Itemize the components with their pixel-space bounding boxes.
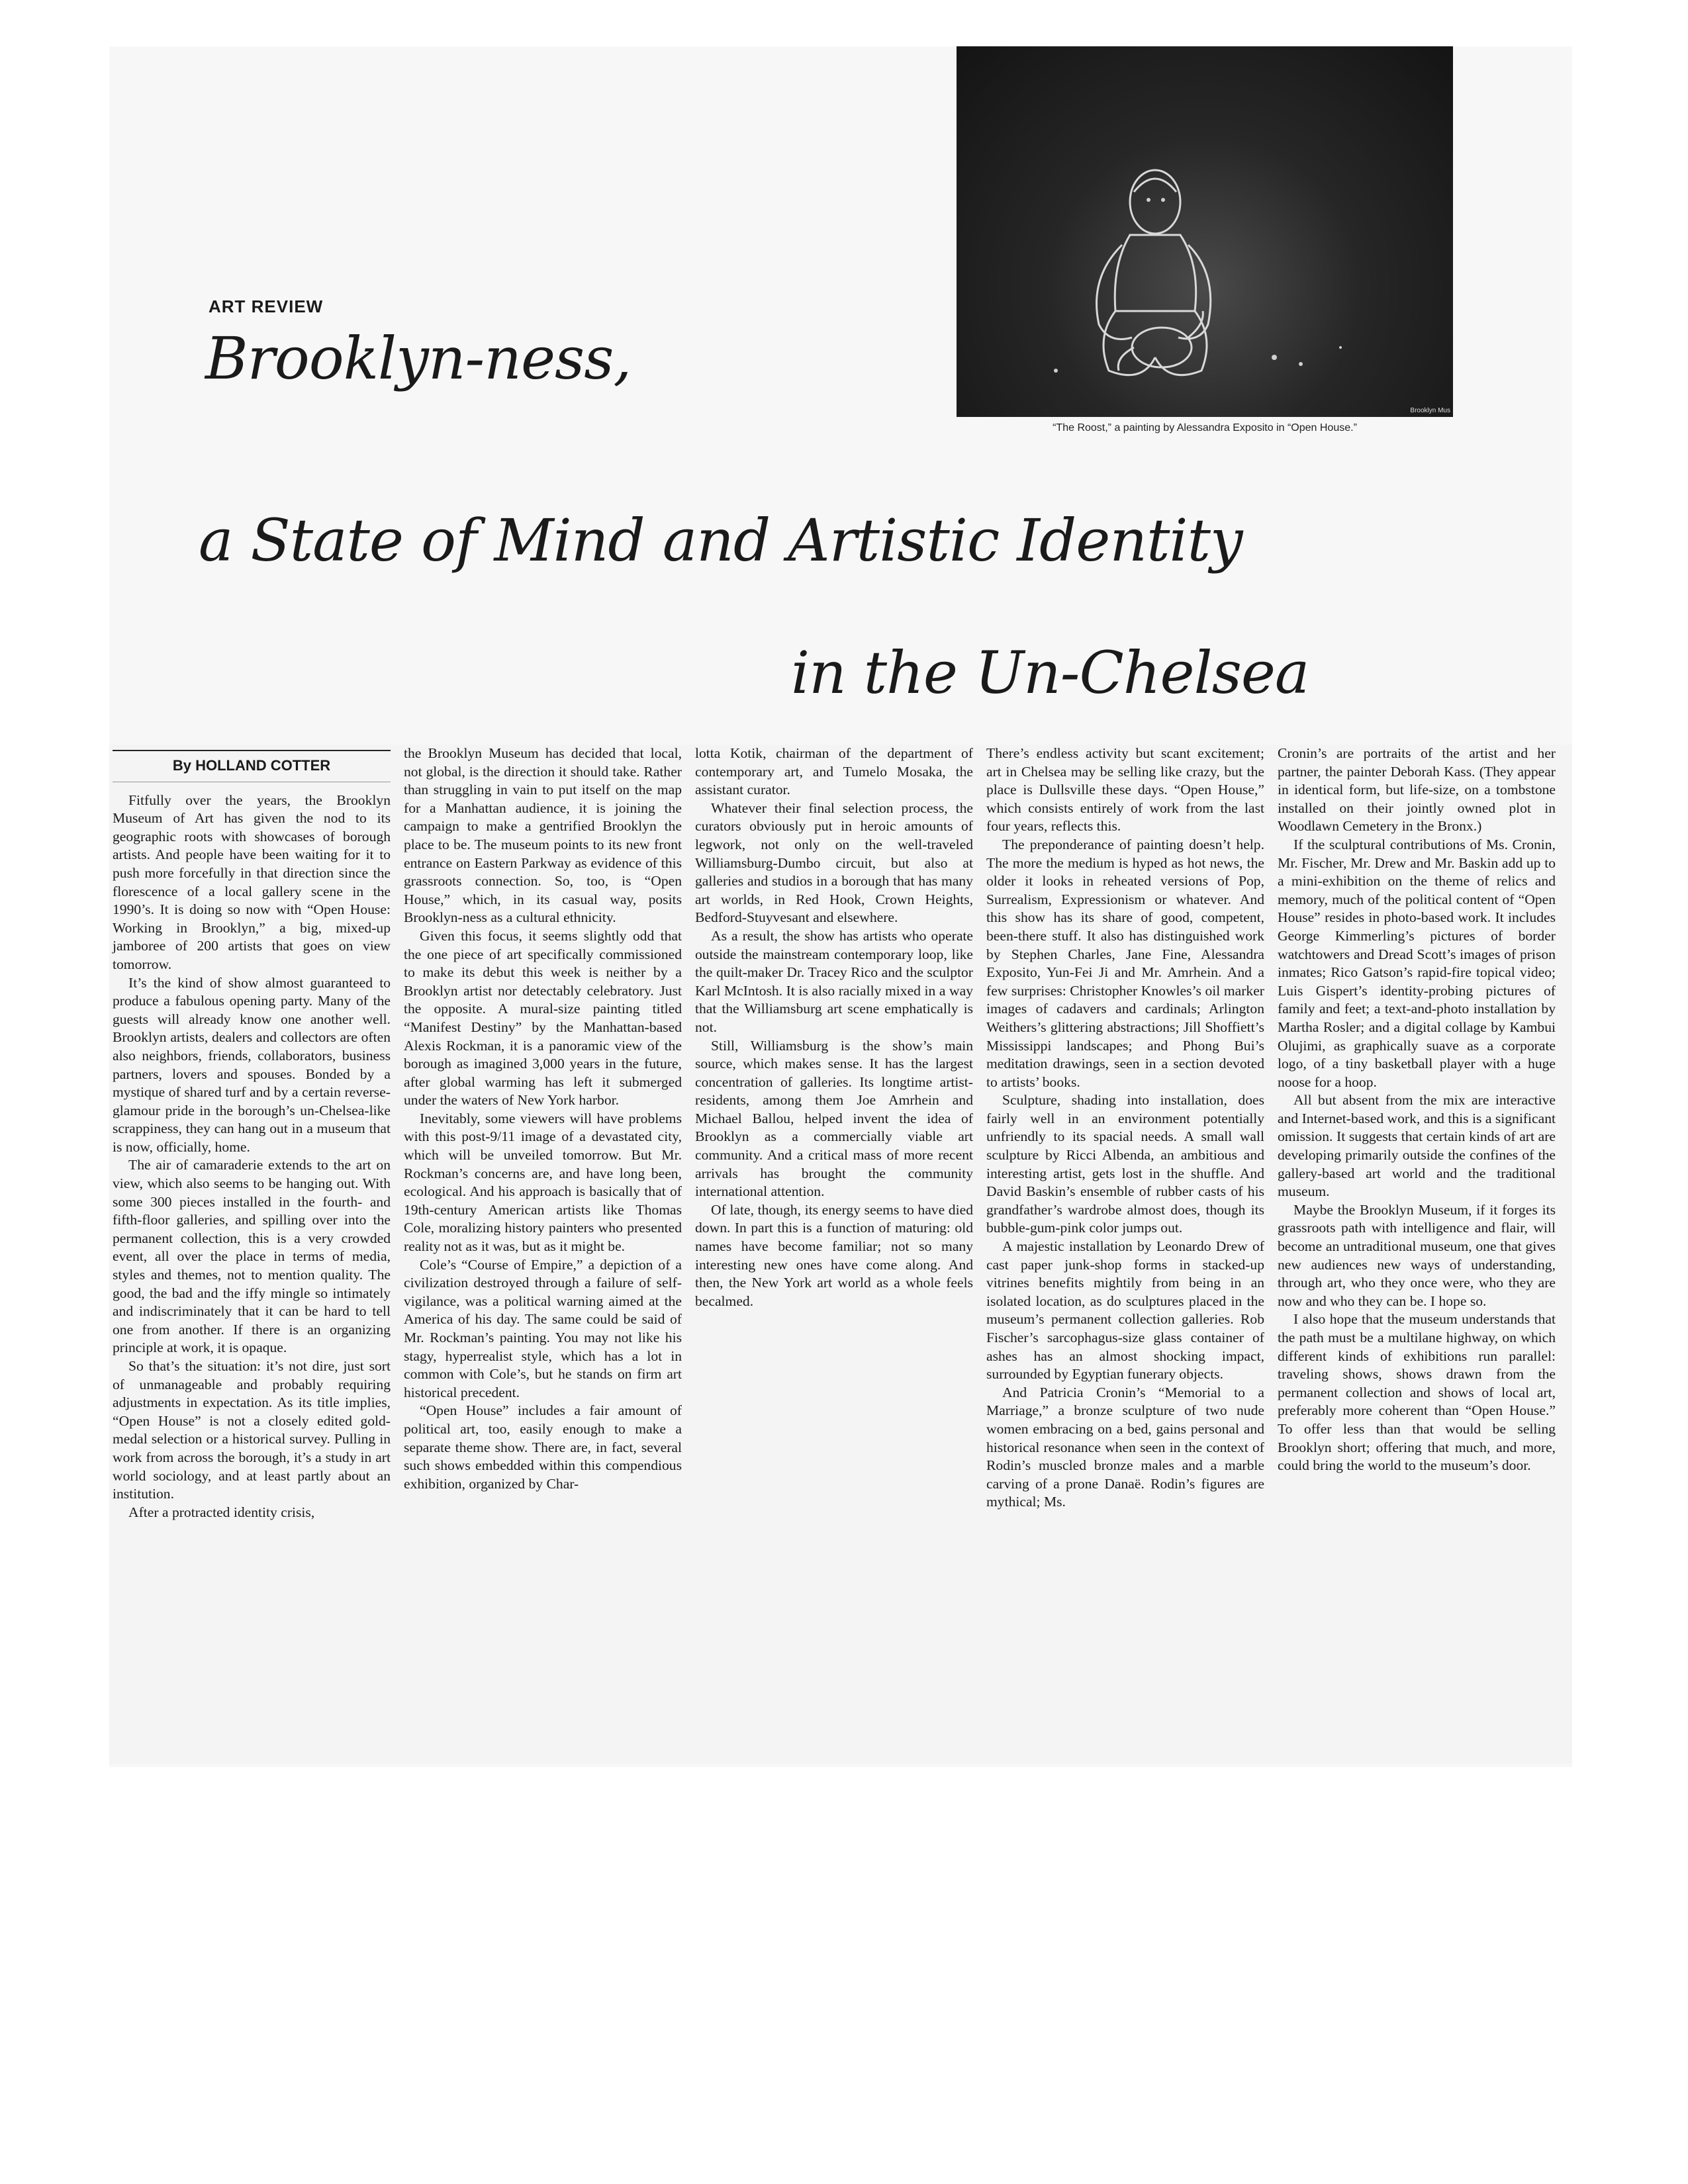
byline: By HOLLAND COTTER — [113, 750, 391, 782]
paragraph: Whatever their final selection process, the curators obviously put in heroic amounts of legwork, not only on the well-traveled Williamsburg-Dumbo circuit, but also at galleries and studios in a borough that has many art worlds, in Red Hook, Crown Heights, Bedford-Stuyvesant and elsewhere. — [695, 799, 973, 926]
paragraph: Still, Williamsburg is the show’s main source, which makes sense. It has the largest concentration of galleries. Its longtime artist-residents, among them Joe Amrhein and Michael Ballou, helped invent the idea of Brooklyn as a commercially viable art community. And a critical mass of more recent arrivals has brought the community international attention. — [695, 1037, 973, 1200]
paragraph: All but absent from the mix are interactive and Internet-based work, and this is a significant omission. It suggests that certain kinds of art are developing primarily outside the confines of the gallery-based art world and the traditional museum. — [1278, 1092, 1556, 1200]
article-column-2 — [404, 745, 682, 1493]
article-column-1 — [113, 745, 391, 1522]
paragraph: It’s the kind of show almost guaranteed to produce a fabulous opening party. Many of the guests will already know one another well. Brooklyn artists, dealers and collectors are often also neighbors, friends, collaborators, business partners, lovers and spouses. Bonded by a mystique of shared turf and by a certain reverse-glamour pride in the borough’s un-Chelsea-like scrappiness, they can hang out in a museum that is now, officially, home. — [113, 974, 391, 1155]
paragraph: the Brooklyn Museum has decided that local, not global, is the direction it should take. Rather than struggling in vain to put itself on the map for a Manhattan audience, it is joining the campaign to make a gentrified Brooklyn the place to be. The museum points to its new front entrance on Eastern Parkway as evidence of this grassroots connection. So, too, is “Open House,” which, in its casual way, posits Brooklyn-ness as a cultural ethnicity. — [404, 745, 682, 926]
headline-line-2: a State of Mind and Artistic Identity — [199, 506, 1243, 574]
headline-line-1: Brooklyn-ness, — [205, 324, 632, 392]
paragraph: If the sculptural contributions of Ms. Cronin, Mr. Fischer, Mr. Drew and Mr. Baskin add up to a mini-exhibition on the theme of relics and memory, much of the political content of “Open House” resides in photo-based work. It includes George Kimmerling’s pictures of border watchtowers and Dread Scott’s images of prison inmates; Rico Gatson’s rapid-fire topical video; Luis Gispert’s identity-probing pictures of family and feet; a text-and-photo installation by Martha Rosler; and a digital collage by Kambui Olujimi, as graphically suave as a corporate logo, of a tiny basketball player with a huge noose for a hoop. — [1278, 836, 1556, 1090]
paragraph: Cronin’s are portraits of the artist and her partner, the painter Deborah Kass. (They appear in identical form, but life-size, on a tombstone installed on their jointly owned plot in Woodlawn Cemetery in the Bronx.) — [1278, 745, 1556, 835]
paragraph: Given this focus, it seems slightly odd that the one piece of art specifically commissioned to make its debut this week is neither by a Brooklyn artist nor detectably celebratory. Just the opposite. A mural-size painting titled “Manifest Destiny” by the Manhattan-based Alexis Rockman, it is a panoramic view of the borough as imagined 3,000 years in the future, after global warming has left it submerged under the waters of New York harbor. — [404, 927, 682, 1109]
article-column-3 — [695, 745, 973, 1310]
photo-caption: “The Roost,” a painting by Alessandra Exposito in “Open House.” — [1053, 422, 1357, 433]
paragraph: The preponderance of painting doesn’t help. The more the medium is hyped as hot news, the older it looks in reheated versions of Pop, Surrealism, Expressionism or whatever. And this show has its share of good, competent, been-there stuff. It also has distinguished work by Stephen Charles, Jane Fine, Alessandra Exposito, Yun-Fei Ji and Mr. Amrhein. And a few surprises: Christopher Knowles’s oil marker images of cadavers and cardinals; Arlington Weithers’s glittering abstractions; Jill Shoffiett’s Mississippi landscapes; and Phong Bui’s meditation drawings, seen in a section devoted to artists’ books. — [986, 836, 1264, 1090]
paragraph: Sculpture, shading into installation, does fairly well in an environment potentially unfriendly to its spacial needs. A small wall sculpture by Ricci Albenda, an ambitious and interesting artist, gets lost in the shuffle. And David Baskin’s ensemble of rubber casts of his grandfather’s wardrobe almost does, though its bubble-gum-pink color jumps out. — [986, 1092, 1264, 1236]
paragraph: The air of camaraderie extends to the art on view, which also seems to be hanging out. With some 300 pieces installed in the fourth- and fifth-floor galleries, and spilling over into the permanent collection, this is a very crowded event, all over the place in terms of media, styles and themes, not to mention quality. The good, the bad and the iffy mingle so intimately and indiscriminately that it can be hard to tell one from another. If there is an organizing principle at work, it is opaque. — [113, 1157, 391, 1356]
newspaper-clipping — [109, 46, 1572, 1767]
paragraph: Fitfully over the years, the Brooklyn Museum of Art has given the nod to its geographic roots with showcases of borough artists. And people have been waiting for it to push more forcefully in that direction since the florescence of a local gallery scene in the 1990’s. It is doing so now with “Open House: Working in Brooklyn,” a big, mixed-up jamboree of 200 artists that goes on view tomorrow. — [113, 792, 391, 972]
paragraph: I also hope that the museum understands that the path must be a multilane highway, on which different kinds of exhibitions run parallel: traveling shows, shows drawn from the permanent collection and shows of local art, preferably more coherent than “Open House.” To offer less than that would be selling Brooklyn short; offering that much, and more, could bring the world to the museum’s door. — [1278, 1311, 1556, 1474]
paragraph: “Open House” includes a fair amount of political art, too, easily enough to make a separate theme show. There are, in fact, several such shows embedded within this compendious exhibition, organized by Char- — [404, 1402, 682, 1492]
paragraph: So that’s the situation: it’s not dire, just sort of unmanageable and probably requiring adjustments in expectation. As its title implies, “Open House” is not a closely edited gold-medal selection or a historical survey. Pulling in work from across the borough, it’s a study in art world sociology, and at least partly about an institution. — [113, 1358, 391, 1502]
section-kicker: ART REVIEW — [209, 296, 324, 316]
paragraph: And Patricia Cronin’s “Memorial to a Marriage,” a bronze sculpture of two nude women embracing on a bed, gains personal and historical resonance when seen in the context of Rodin’s muscled bronze males and a marble carving of a prone Danaë. Rodin’s figures are mythical; Ms. — [986, 1384, 1264, 1510]
paragraph: Of late, though, its energy seems to have died down. In part this is a function of maturing: old names have become familiar; not so many interesting new ones have come along. And then, the New York art world as a whole feels becalmed. — [695, 1201, 973, 1309]
article-column-5 — [1278, 745, 1556, 1475]
photo-credit: Brooklyn Mus — [1410, 407, 1450, 414]
paragraph: As a result, the show has artists who operate outside the mainstream contemporary loop, like the quilt-maker Dr. Tracey Rico and the sculptor Karl McIntosh. It is also racially mixed in a way that the Williamsburg art scene emphatically is not. — [695, 927, 973, 1035]
headline-line-3: in the Un-Chelsea — [791, 639, 1309, 707]
paragraph: Inevitably, some viewers will have problems with this post-9/11 image of a devastated city, which will be unveiled tomorrow. But Mr. Rockman’s concerns are, and have long been, ecological. And his approach is basically that of 19th-century American artists like Thomas Cole, moralizing history painters who presented reality not as it was, but as it might be. — [404, 1110, 682, 1255]
paragraph: There’s endless activity but scant excitement; art in Chelsea may be selling like crazy, but the place is Dullsville these days. “Open House,” which consists entirely of work from the last four years, reflects this. — [986, 745, 1264, 835]
photo-the-roost — [957, 46, 1453, 417]
paragraph: Maybe the Brooklyn Museum, if it forges its grassroots path with intelligence and flair, will become an untraditional museum, one that gives new audiences new ways of understanding, through art, who they once were, who they are now and who they can be. I hope so. — [1278, 1201, 1556, 1309]
article-body — [109, 745, 1572, 1764]
paragraph: A majestic installation by Leonardo Drew of cast paper junk-shop forms in stacked-up vitrines benefits mightily from being in an isolated location, as do sculptures placed in the museum’s permanent collection galleries. Rob Fischer’s sarcophagus-size glass container of ashes has an almost shocking impact, surrounded by Egyptian funerary objects. — [986, 1238, 1264, 1383]
paragraph: After a protracted identity crisis, — [128, 1504, 315, 1520]
paragraph: lotta Kotik, chairman of the department of contemporary art, and Tumelo Mosaka, the assistant curator. — [695, 745, 973, 798]
article-column-4 — [986, 745, 1264, 1512]
painting-figure-illustration — [957, 46, 1453, 417]
paragraph: Cole’s “Course of Empire,” a depiction of a civilization destroyed through a failure of self-vigilance, was a political warning aimed at the America of his day. The same could be said of Mr. Rockman’s painting. You may not like his stagy, hyperrealist style, which has a lot in common with Cole’s, but he stands on firm art historical precedent. — [404, 1256, 682, 1400]
